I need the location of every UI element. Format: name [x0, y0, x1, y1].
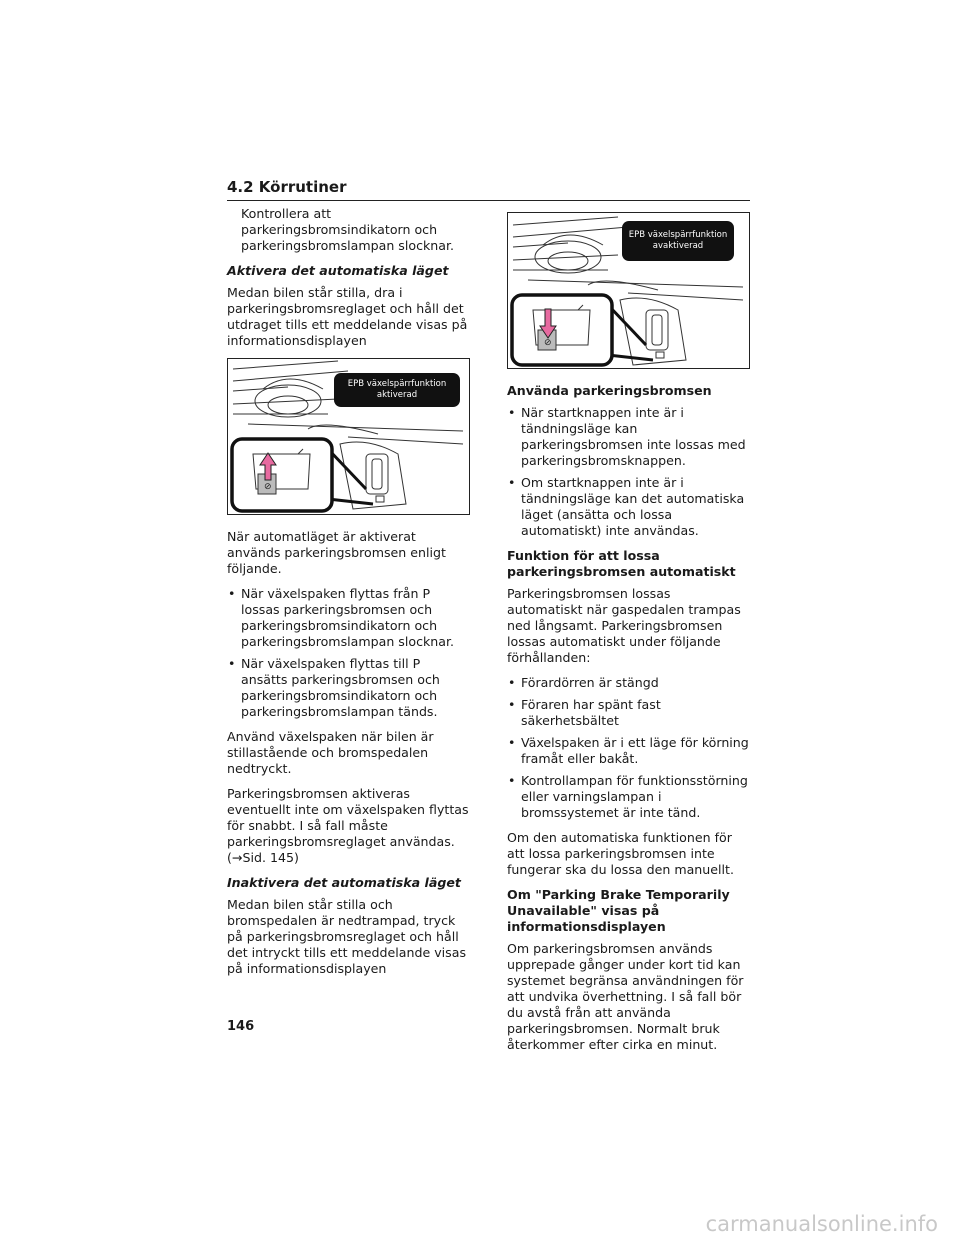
para-manual-release: Om den automatiska funktionen för att lossa parkeringsbromsen inte fungerar ska du lossa den manuellt.: [507, 830, 734, 877]
callout-epb-deactivated: EPB växelspärrfunktion avaktiverad: [622, 221, 734, 261]
watermark: carmanualsonline.info: [705, 1212, 938, 1236]
section-heading: 4.2 Körrutiner: [227, 178, 750, 201]
svg-text:⊘: ⊘: [264, 482, 272, 492]
callout-epb-activated: EPB växelspärrfunktion aktiverad: [334, 373, 460, 407]
list-item: • Om startknappen inte är i tändningsläge kan det automatiska läget (ansätta och lossa automatiskt) inte användas.: [507, 475, 750, 539]
para-auto-release: Parkeringsbromsen lossas automatiskt när gaspedalen trampas ned långsamt. Parkeringsbromsen lossas automatiskt under följande förhållanden:: [507, 586, 741, 665]
heading-activate-auto: Aktivera det automatiska läget: [227, 263, 449, 278]
para-use-lever: Använd växelspaken när bilen är stillastående och bromspedalen nedtryckt.: [227, 729, 434, 776]
right-column: [507, 206, 750, 1062]
para-may-not-activate: Parkeringsbromsen aktiveras eventuellt inte om växelspaken flyttas för snabbt. I så fall måste parkeringsbromsreglaget användas. (→Sid. 145): [227, 786, 469, 865]
heading-using-brake: Använda parkeringsbromsen: [507, 383, 712, 398]
figure-epb-activated: [227, 358, 470, 515]
zoom-inset: [512, 295, 612, 365]
heading-auto-release: Funktion för att lossa parkeringsbromsen automatiskt: [507, 548, 736, 579]
gear-console: [340, 442, 406, 509]
zoom-inset: [232, 439, 332, 511]
gear-console: [620, 298, 686, 365]
para-activate: Medan bilen står stilla, dra i parkeringsbromsreglaget och håll det utdraget tills ett meddelande visas på informationsdisplayen: [227, 285, 468, 348]
list-item: • När växelspaken flyttas från P lossas parkeringsbromsen och parkeringsbromsindikatorn och parkeringsbromslampan slocknar.: [227, 586, 470, 650]
list-item: • Förardörren är stängd: [507, 675, 750, 691]
left-column: [227, 206, 470, 986]
bullet-list-release-conditions: [507, 675, 750, 821]
heading-deactivate-auto: Inaktivera det automatiska läget: [227, 875, 461, 890]
para-temporarily-unavailable: Om parkeringsbromsen används upprepade gånger under kort tid kan systemet begränsa användningen för att undvika överhettning. I så fall bör du avstå från att använda parkeringsbromsen. Normalt bruk återkommer efter cirka en minut.: [507, 941, 744, 1052]
para-deactivate: Medan bilen står stilla och bromspedalen är nedtrampad, tryck på parkeringsbromsreglaget och håll det intryckt tills ett meddelande visas på informationsdisplayen: [227, 897, 467, 976]
intro-continuation: Kontrollera att parkeringsbromsindikatorn och parkeringsbromslampan slocknar.: [241, 206, 455, 253]
list-item: • Kontrollampan för funktionsstörning eller varningslampan i bromssystemet är inte tänd.: [507, 773, 750, 821]
list-item: • När växelspaken flyttas till P ansätts parkeringsbromsen och parkeringsbromsindikatorn och parkeringsbromslampan tänds.: [227, 656, 470, 720]
bullet-list-using: [507, 405, 750, 539]
page-number: 146: [227, 1019, 255, 1034]
list-item: • Föraren har spänt fast säkerhetsbältet: [507, 697, 750, 729]
list-item: • När startknappen inte är i tändningsläge kan parkeringsbromsen inte lossas med parkeringsbromsknappen.: [507, 405, 750, 469]
para-when-active: När automatläget är aktiverat används parkeringsbromsen enligt följande.: [227, 529, 446, 576]
list-item: • Växelspaken är i ett läge för körning framåt eller bakåt.: [507, 735, 750, 767]
bullet-list-auto-mode: [227, 586, 470, 720]
figure-epb-deactivated: [507, 212, 750, 369]
svg-text:⊘: ⊘: [544, 338, 552, 348]
heading-temporarily-unavailable: Om "Parking Brake Temporarily Unavailable" visas på informationsdisplayen: [507, 887, 730, 934]
